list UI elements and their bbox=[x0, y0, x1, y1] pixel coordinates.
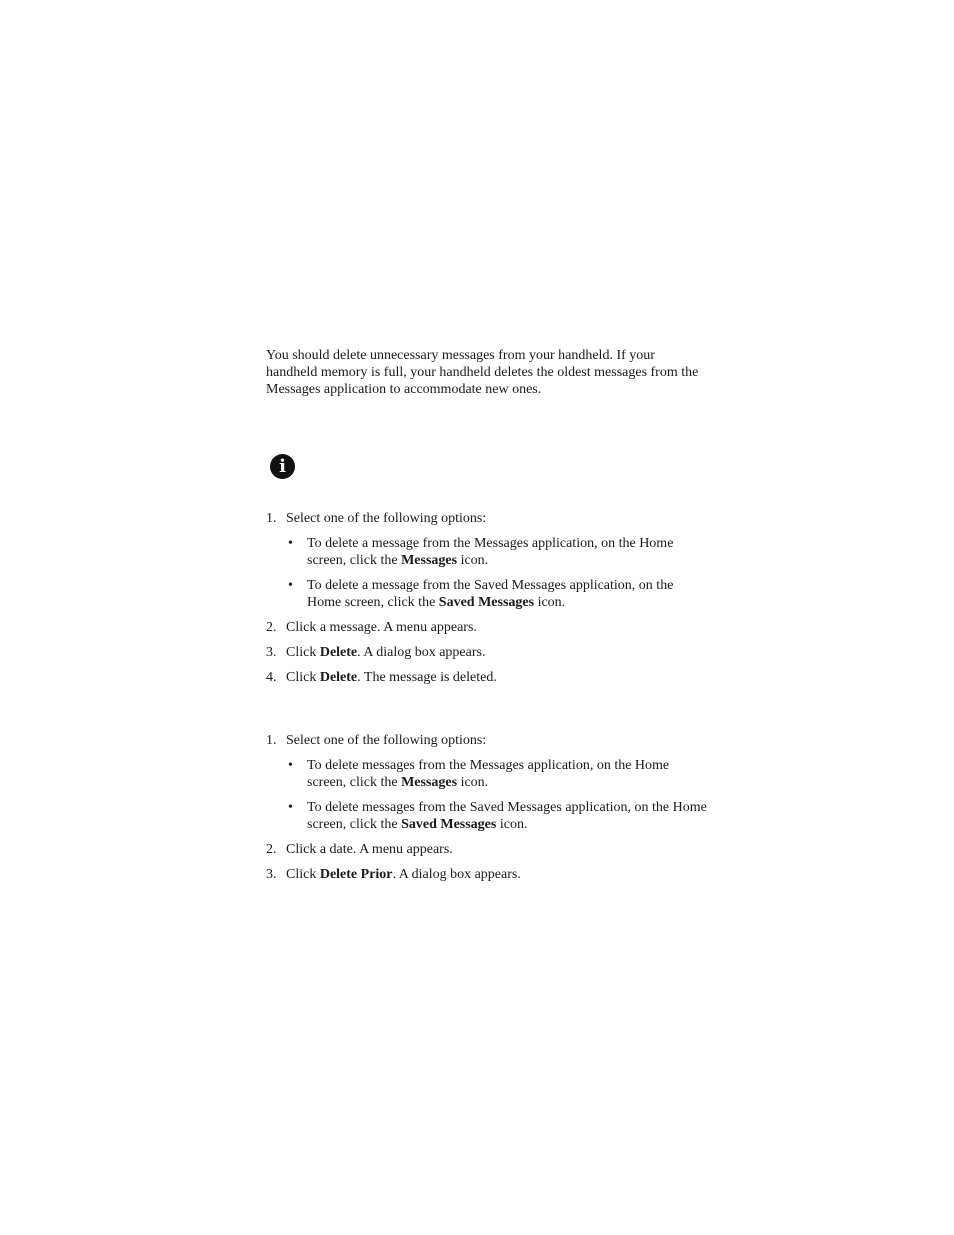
option-text: To delete messages from the Messages application, on the Home screen, click the bbox=[307, 758, 670, 790]
step-number: 3. bbox=[266, 867, 277, 882]
options-list bbox=[286, 535, 706, 611]
step-number: 3. bbox=[266, 645, 277, 660]
option-item bbox=[286, 535, 707, 569]
step-number: 4. bbox=[266, 670, 277, 685]
step-item bbox=[266, 669, 706, 686]
step-number: 1. bbox=[266, 511, 277, 526]
bullet: • bbox=[288, 800, 293, 815]
step-text: Click bbox=[286, 670, 320, 685]
step-text-end: . The message is deleted. bbox=[357, 670, 497, 685]
step-text-end: . A dialog box appears. bbox=[392, 867, 521, 882]
step-text: Click bbox=[286, 645, 320, 660]
ui-term: Delete Prior bbox=[319, 867, 393, 882]
step-item bbox=[266, 644, 706, 661]
options-list bbox=[286, 757, 706, 833]
step-item bbox=[266, 619, 706, 636]
option-item bbox=[286, 799, 707, 833]
ui-term: Saved Messages bbox=[438, 595, 535, 610]
ui-term: Messages bbox=[401, 775, 458, 790]
ui-term: Saved Messages bbox=[401, 817, 497, 832]
step-text: Select one of the following options: bbox=[286, 511, 487, 526]
step-text: Select one of the following options: bbox=[286, 733, 487, 748]
option-text: To delete a message from the Messages application, on the Home screen, click the bbox=[307, 536, 674, 568]
step-number: 2. bbox=[266, 620, 277, 635]
ui-term: Messages bbox=[401, 553, 458, 568]
option-text-end: icon. bbox=[534, 595, 566, 610]
option-item bbox=[286, 577, 707, 611]
step-text: Click a date. A menu appears. bbox=[286, 842, 453, 857]
delete-message-steps bbox=[266, 510, 706, 694]
bullet: • bbox=[288, 536, 293, 551]
step-item bbox=[266, 510, 706, 611]
ui-term: Delete bbox=[319, 670, 358, 685]
ui-term: Delete bbox=[319, 645, 358, 660]
step-item bbox=[266, 732, 706, 833]
option-text-end: icon. bbox=[457, 553, 489, 568]
intro-paragraph: You should delete unnecessary messages from your handheld. If your handheld memory is full, your handheld deletes the oldest messages from the Messages application to accommodate new ones. bbox=[266, 348, 699, 397]
option-text-end: icon. bbox=[496, 817, 528, 832]
step-number: 1. bbox=[266, 733, 277, 748]
step-text-end: . A dialog box appears. bbox=[357, 645, 486, 660]
step-text: Click bbox=[286, 867, 320, 882]
info-icon: i bbox=[270, 454, 295, 479]
step-text: Click a message. A menu appears. bbox=[286, 620, 477, 635]
page-content bbox=[266, 347, 707, 882]
step-item bbox=[266, 841, 706, 858]
option-text: To delete messages from the Saved Messages application, on the Home screen, click the bbox=[307, 800, 707, 832]
bullet: • bbox=[288, 578, 293, 593]
bullet: • bbox=[288, 758, 293, 773]
delete-prior-steps bbox=[266, 732, 706, 891]
option-item bbox=[286, 757, 707, 791]
step-item bbox=[266, 866, 706, 883]
option-text-end: icon. bbox=[457, 775, 489, 790]
step-number: 2. bbox=[266, 842, 277, 857]
option-text: To delete a message from the Saved Messages application, on the Home screen, click the bbox=[307, 578, 674, 610]
